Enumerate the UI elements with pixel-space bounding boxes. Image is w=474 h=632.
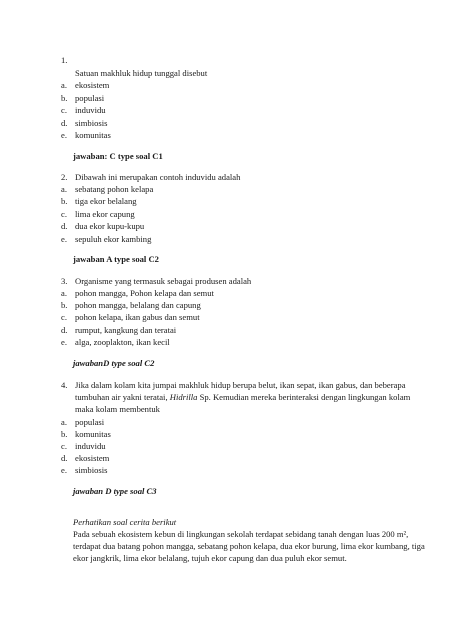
q4-option-d-text: ekosistem <box>75 453 110 463</box>
question-1-text: Satuan makhluk hidup tunggal disebut <box>75 68 208 78</box>
q1-option-e-text: komunitas <box>75 130 111 140</box>
hidrilla-italic: Hidrilla <box>169 392 198 402</box>
q4-option-a-text: populasi <box>75 417 105 427</box>
q2-option-d-text: dua ekor kupu-kupu <box>75 221 145 231</box>
q3-option-a-text: pohon mangga, Pohon kelapa dan semut <box>75 288 214 298</box>
q4-option-e-text: simbiosis <box>75 465 108 475</box>
q3-option-e-letter: e. <box>61 337 67 347</box>
q3-option-c-letter: c. <box>61 312 67 322</box>
q1-option-e-letter: e. <box>61 130 67 140</box>
question-4-number: 4. <box>61 380 68 390</box>
q2-option-e-text: sepuluh ekor kambing <box>75 234 152 244</box>
q1-option-c-text: induvidu <box>75 105 106 115</box>
q3-option-a-letter: a. <box>61 288 67 298</box>
q4-option-a-letter: a. <box>61 417 67 427</box>
question-4-line-2-part-1: tumbuhan air yakni teratai, <box>75 392 170 402</box>
story-line-2: terdapat dua batang pohon mangga, sebatang pohon kelapa, dua ekor burung, lima ekor kumbang, tiga <box>73 541 425 551</box>
story-line-1: Pada sebuah ekosistem kebun di lingkungan sekolah terdapat sebidang tanah dengan luas 200 m², <box>73 529 409 539</box>
q4-option-e-letter: e. <box>61 465 67 475</box>
question-3-number: 3. <box>61 276 68 286</box>
q4-option-b-letter: b. <box>61 429 68 439</box>
question-4-line-1: Jika dalam kolam kita jumpai makhluk hidup berupa belut, ikan sepat, ikan gabus, dan beberapa <box>75 380 406 390</box>
question-4-line-3: maka kolam membentuk <box>75 404 160 414</box>
q2-option-c-text: lima ekor capung <box>75 209 135 219</box>
q2-option-d-letter: d. <box>61 221 68 231</box>
q2-option-b-text: tiga ekor belalang <box>75 196 137 206</box>
q1-option-a-letter: a. <box>61 80 67 90</box>
story-heading: Perhatikan soal cerita berikut <box>73 517 177 527</box>
q4-option-c-letter: c. <box>61 441 67 451</box>
q1-option-b-text: populasi <box>75 93 105 103</box>
question-3-text: Organisme yang termasuk sebagai produsen adalah <box>75 276 252 286</box>
q1-option-a-text: ekosistem <box>75 80 110 90</box>
q1-option-c-letter: c. <box>61 105 67 115</box>
q1-option-b-letter: b. <box>61 93 68 103</box>
q1-option-d-letter: d. <box>61 118 68 128</box>
q2-option-b-letter: b. <box>61 196 68 206</box>
question-2-text: Dibawah ini merupakan contoh induvidu adalah <box>75 172 241 182</box>
q4-option-d-letter: d. <box>61 453 68 463</box>
story-line-3: ekor jangkrik, lima ekor belalang, tujuh ekor capung dan dua puluh ekor semut. <box>73 553 347 563</box>
q4-option-c-text: induvidu <box>75 441 106 451</box>
q3-option-b-text: pohon mangga, belalang dan capung <box>75 300 201 310</box>
q4-answer: jawaban D type soal C3 <box>73 486 157 496</box>
question-2-number: 2. <box>61 172 68 182</box>
q1-answer: jawaban: C type soal C1 <box>73 151 163 161</box>
question-4-line-2-part-2: Sp. Kemudian mereka berinteraksi dengan lingkungan kolam <box>197 392 411 402</box>
q3-option-c-text: pohon kelapa, ikan gabus dan semut <box>75 312 200 322</box>
question-1-number: 1. <box>61 55 68 65</box>
q3-option-b-letter: b. <box>61 300 68 310</box>
q2-option-a-text: sebatang pohon kelapa <box>75 184 154 194</box>
question-4-line-2 <box>75 392 410 403</box>
q2-option-e-letter: e. <box>61 234 67 244</box>
q3-option-d-text: rumput, kangkung dan teratai <box>75 325 177 335</box>
q1-option-d-text: simbiosis <box>75 118 108 128</box>
q4-option-b-text: komunitas <box>75 429 111 439</box>
q2-option-c-letter: c. <box>61 209 67 219</box>
q3-answer: jawabanD type soal C2 <box>73 358 155 368</box>
q2-answer: jawaban A type soal C2 <box>73 254 159 264</box>
q3-option-d-letter: d. <box>61 325 68 335</box>
q2-option-a-letter: a. <box>61 184 67 194</box>
q3-option-e-text: alga, zooplakton, ikan kecil <box>75 337 170 347</box>
